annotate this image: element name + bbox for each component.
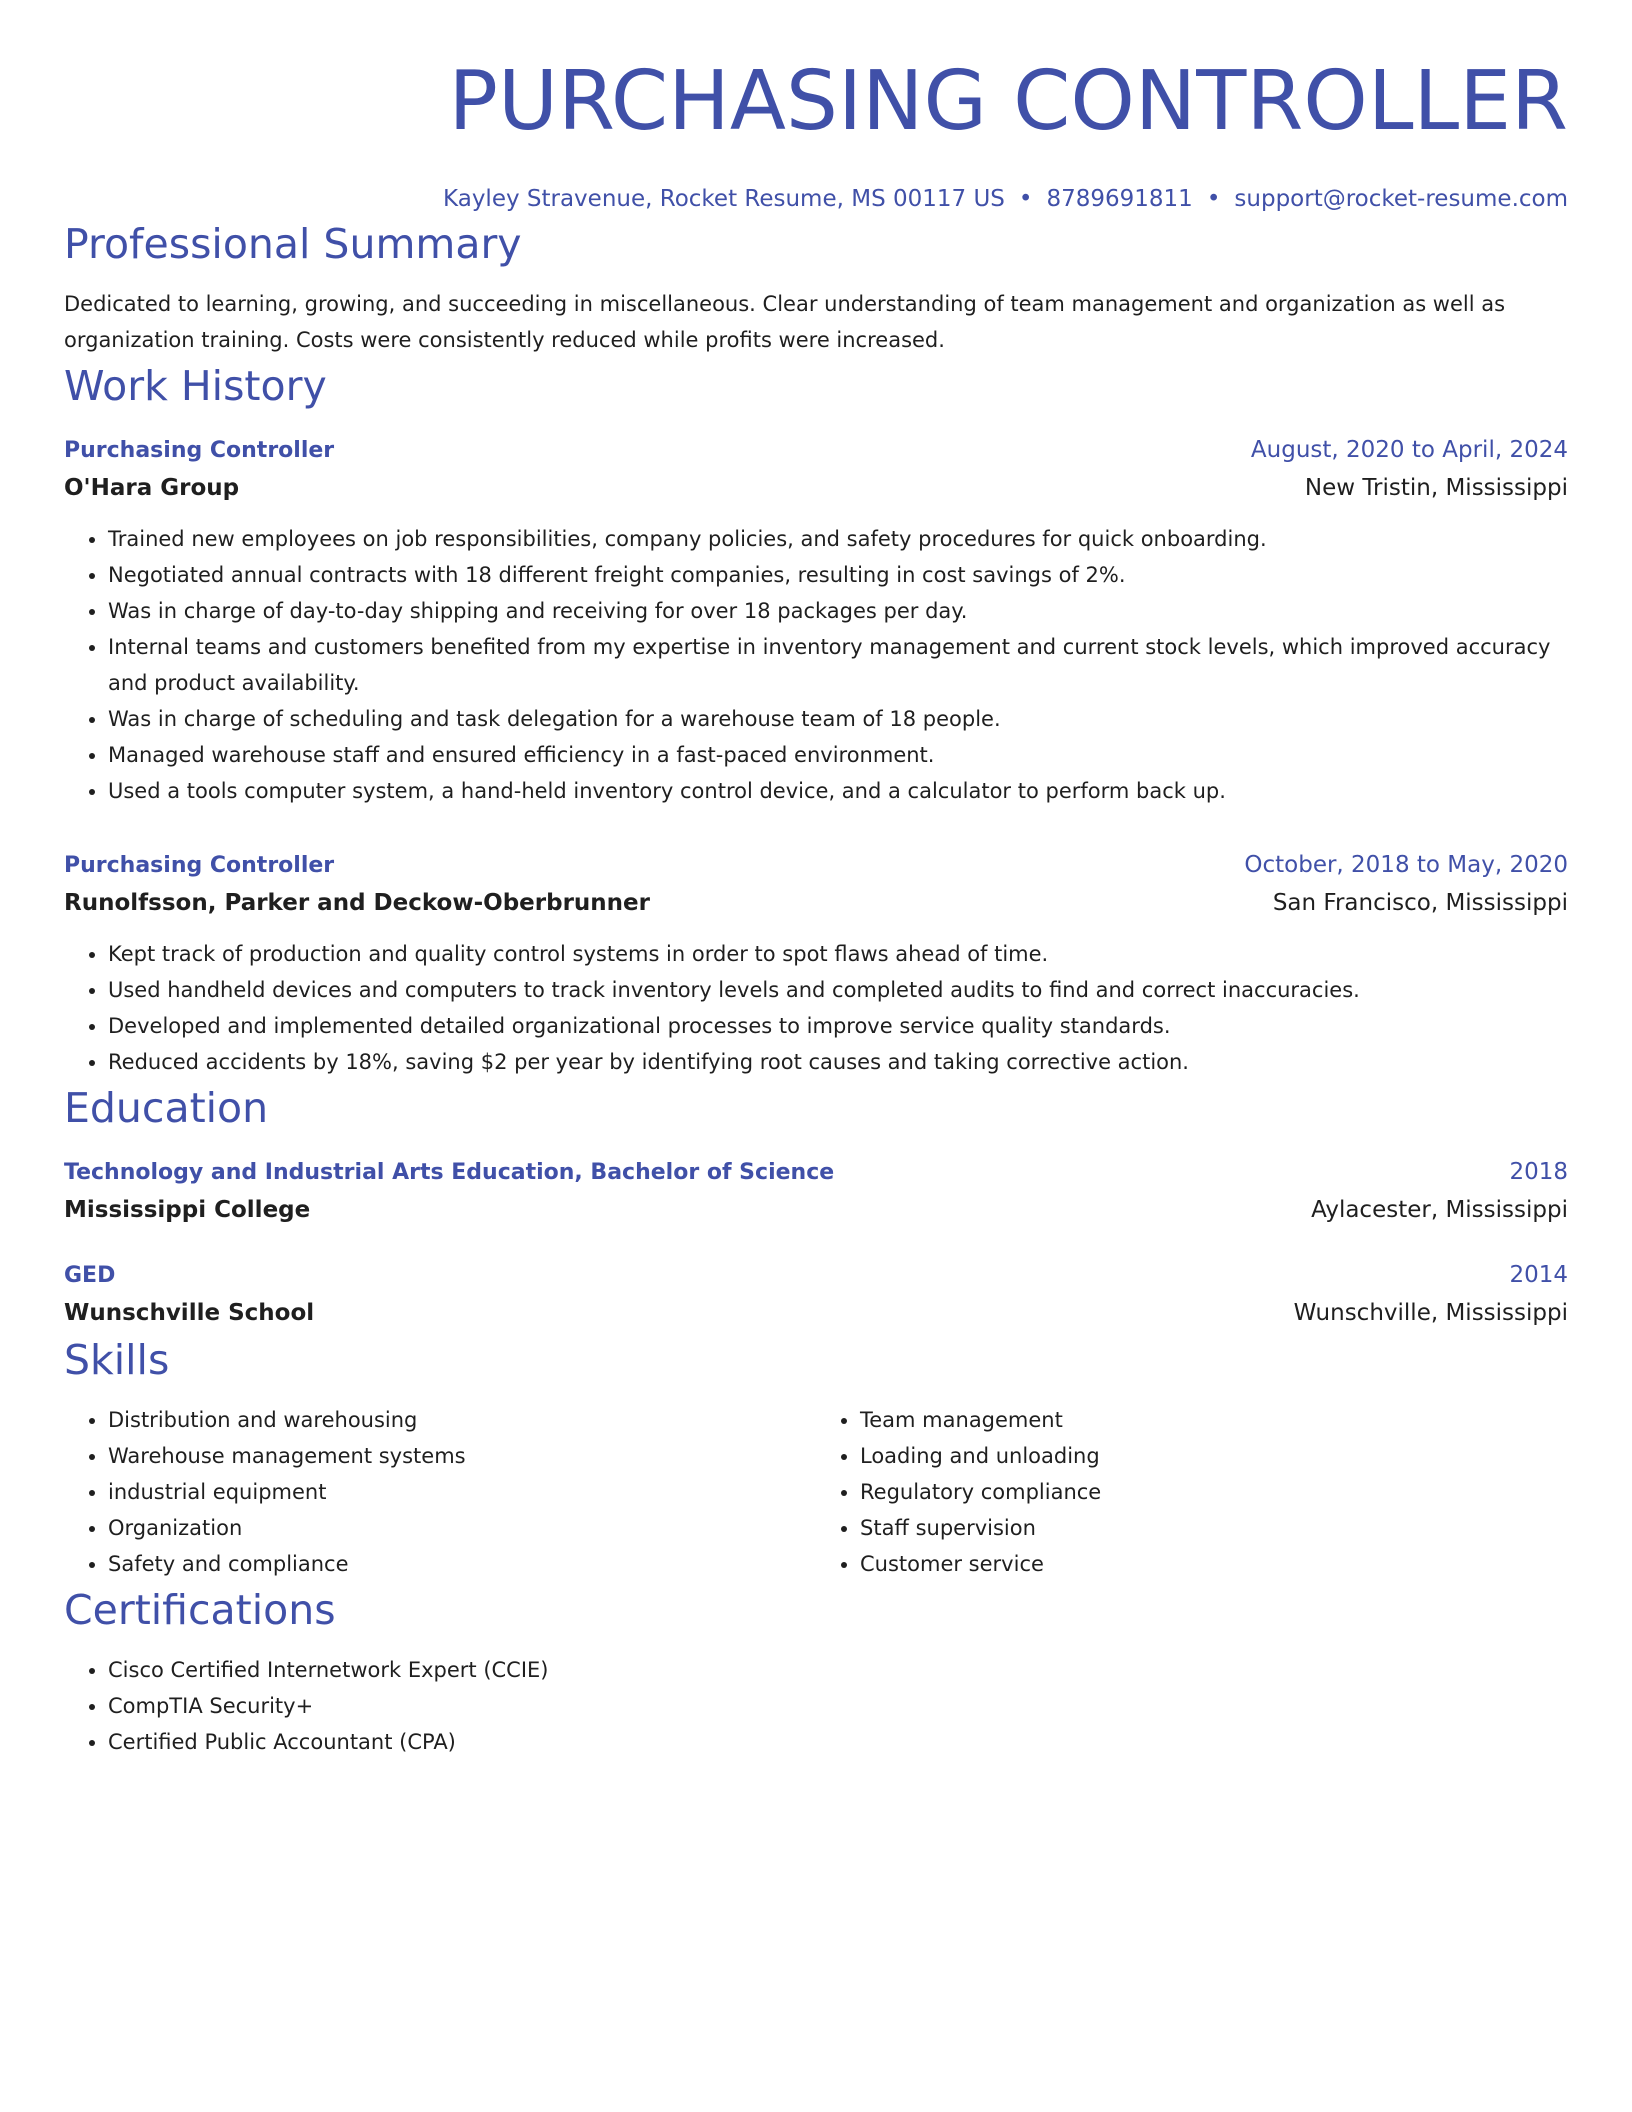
job-bullet: • Internal teams and customers benefited from my expertise in inventory management and current stock levels, which improved accuracy and product availability.	[108, 629, 1568, 701]
education-entry	[64, 1154, 1568, 1229]
job-bullet: • Reduced accidents by 18%, saving $2 per year by identifying root causes and taking corrective action.	[108, 1044, 1568, 1080]
job-company: O'Hara Group	[64, 475, 240, 501]
job-bullet: • Kept track of production and quality control systems in order to spot flaws ahead of time.	[108, 936, 1568, 972]
education-year: 2014	[1509, 1262, 1568, 1288]
job-bullet: • Trained new employees on job responsibilities, company policies, and safety procedures for quick onboarding.	[108, 521, 1568, 557]
certification-item: • Cisco Certified Internetwork Expert (CCIE)	[108, 1652, 1568, 1688]
certification-item: • Certified Public Accountant (CPA)	[108, 1724, 1568, 1760]
education-heading: Education	[64, 1084, 269, 1132]
skill-item: • Customer service	[860, 1546, 1568, 1582]
skill-item: • Warehouse management systems	[108, 1438, 816, 1474]
job-location: San Francisco, Mississippi	[1272, 890, 1568, 916]
job-company: Runolfsson, Parker and Deckow-Oberbrunner	[64, 890, 650, 916]
job-dates: October, 2018 to May, 2020	[1244, 852, 1568, 878]
contact-phone: 8789691811	[1046, 186, 1193, 212]
job-entry	[64, 847, 1568, 1080]
job-bullet: • Developed and implemented detailed organizational processes to improve service quality standards.	[108, 1008, 1568, 1044]
job-bullet: • Used handheld devices and computers to track inventory levels and completed audits to find and correct inaccuracies.	[108, 972, 1568, 1008]
certifications-list	[64, 1652, 1568, 1760]
skill-item: • Loading and unloading	[860, 1438, 1568, 1474]
skill-item: • Distribution and warehousing	[108, 1402, 816, 1438]
job-bullet: • Used a tools computer system, a hand-held inventory control device, and a calculator to perform back up.	[108, 773, 1568, 809]
job-bullets	[64, 521, 1568, 809]
skill-item: • Regulatory compliance	[860, 1474, 1568, 1510]
job-bullet: • Negotiated annual contracts with 18 different freight companies, resulting in cost savings of 2%.	[108, 557, 1568, 593]
skills-columns	[64, 1402, 1568, 1582]
contact-line	[64, 182, 1568, 216]
education-location: Wunschville, Mississippi	[1293, 1300, 1568, 1326]
skill-item: • Organization	[108, 1510, 816, 1546]
job-title: Purchasing Controller	[64, 853, 335, 878]
job-bullet: • Was in charge of day-to-day shipping and receiving for over 18 packages per day.	[108, 593, 1568, 629]
education-entry	[64, 1257, 1568, 1332]
contact-email: support@rocket-resume.com	[1234, 186, 1568, 212]
contact-separator: •	[1206, 186, 1221, 212]
education-year: 2018	[1509, 1159, 1568, 1185]
job-title: Purchasing Controller	[64, 438, 335, 463]
skill-item: • Staff supervision	[860, 1510, 1568, 1546]
skills-list-left	[64, 1402, 816, 1582]
certifications-heading: Certifications	[64, 1586, 336, 1634]
education-degree: GED	[64, 1263, 116, 1288]
certification-item: • CompTIA Security+	[108, 1688, 1568, 1724]
skills-heading: Skills	[64, 1336, 170, 1384]
skill-item: • Team management	[860, 1402, 1568, 1438]
job-bullet: • Managed warehouse staff and ensured efficiency in a fast-paced environment.	[108, 737, 1568, 773]
education-school: Wunschville School	[64, 1300, 315, 1326]
summary-text: Dedicated to learning, growing, and succeeding in miscellaneous. Clear understanding of team management and organization as well as organization training. Costs were consistently reduced while profits were increased.	[64, 292, 1506, 352]
education-school: Mississippi College	[64, 1197, 311, 1223]
job-location: New Tristin, Mississippi	[1304, 475, 1568, 501]
job-bullet: • Was in charge of scheduling and task delegation for a warehouse team of 18 people.	[108, 701, 1568, 737]
skill-item: • industrial equipment	[108, 1474, 816, 1510]
skill-item: • Safety and compliance	[108, 1546, 816, 1582]
resume-title: PURCHASING CONTROLLER	[448, 54, 1568, 149]
job-entry	[64, 432, 1568, 809]
education-degree: Technology and Industrial Arts Education, Bachelor of Science	[64, 1160, 835, 1185]
work-history-heading: Work History	[64, 362, 327, 410]
contact-separator: •	[1018, 186, 1033, 212]
education-location: Aylacester, Mississippi	[1311, 1197, 1568, 1223]
job-bullets	[64, 936, 1568, 1080]
contact-address: Kayley Stravenue, Rocket Resume, MS 00117 US	[443, 186, 1005, 212]
skills-list-right	[816, 1402, 1568, 1582]
job-dates: August, 2020 to April, 2024	[1250, 437, 1568, 463]
summary-heading: Professional Summary	[64, 220, 522, 268]
